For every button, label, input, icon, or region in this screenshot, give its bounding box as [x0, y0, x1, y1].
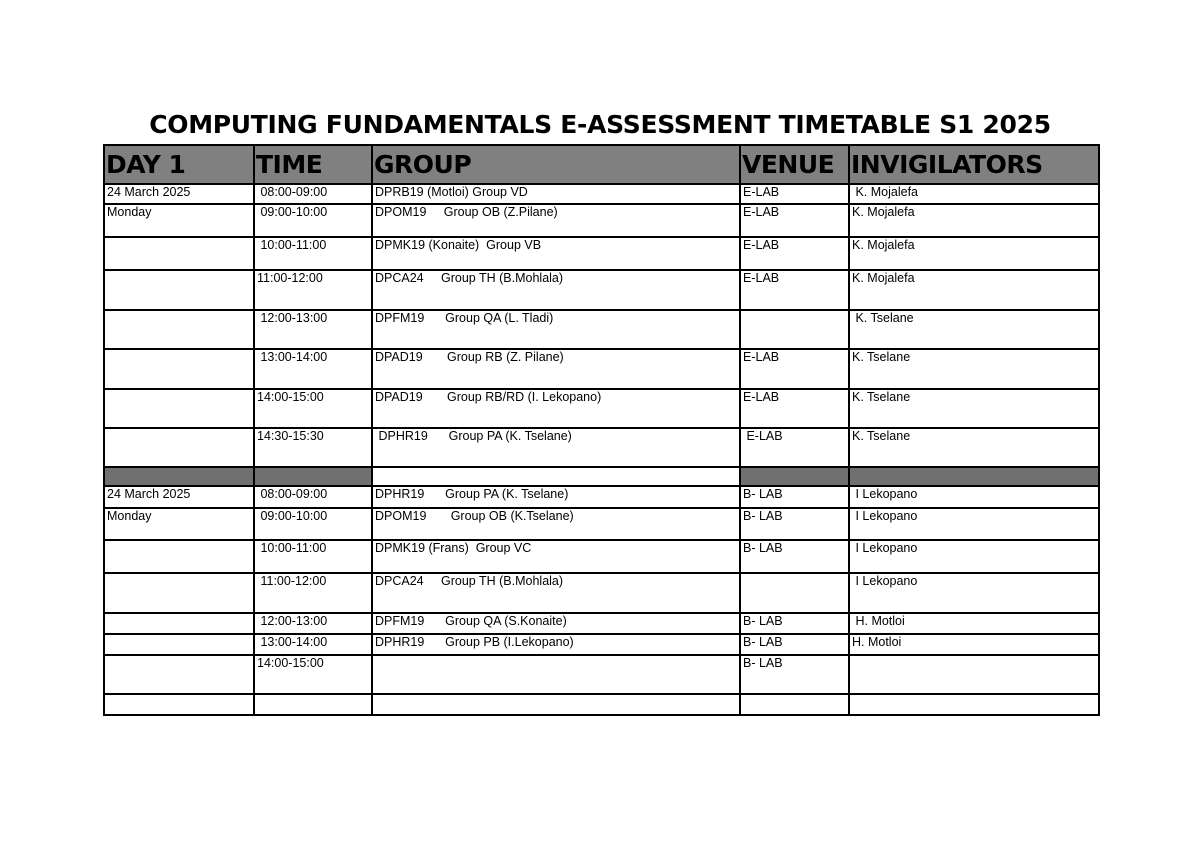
invigilator-cell: I Lekopano [849, 486, 1099, 508]
invigilator-cell: K. Tselane [849, 389, 1099, 428]
time-cell: 14:30-15:30 [254, 428, 372, 467]
venue-cell [740, 310, 849, 349]
invigilator-cell: I Lekopano [849, 508, 1099, 540]
invigilator-cell: K. Mojalefa [849, 204, 1099, 237]
venue-cell: E-LAB [740, 184, 849, 204]
time-cell: 13:00-14:00 [254, 634, 372, 655]
header-day: DAY 1 [104, 145, 254, 184]
time-cell: 11:00-12:00 [254, 573, 372, 613]
invigilator-cell: H. Motloi [849, 613, 1099, 634]
day-cell [104, 694, 254, 715]
group-cell [372, 655, 740, 694]
time-cell: 13:00-14:00 [254, 349, 372, 389]
group-cell: DPAD19 Group RB (Z. Pilane) [372, 349, 740, 389]
invigilator-cell: H. Motloi [849, 634, 1099, 655]
separator-cell [740, 467, 849, 486]
table-row [104, 634, 1099, 655]
header-row [104, 145, 1099, 184]
timetable [103, 144, 1100, 716]
group-cell: DPOM19 Group OB (K.Tselane) [372, 508, 740, 540]
day-cell [104, 655, 254, 694]
day-cell [104, 237, 254, 270]
group-cell: DPOM19 Group OB (Z.Pilane) [372, 204, 740, 237]
table-row [104, 310, 1099, 349]
table-row [104, 613, 1099, 634]
day-cell [104, 540, 254, 573]
time-cell: 12:00-13:00 [254, 613, 372, 634]
venue-cell: E-LAB [740, 428, 849, 467]
time-cell: 09:00-10:00 [254, 204, 372, 237]
venue-cell [740, 694, 849, 715]
venue-cell: E-LAB [740, 389, 849, 428]
table-row [104, 486, 1099, 508]
venue-cell [740, 573, 849, 613]
table-row [104, 204, 1099, 237]
venue-cell: B- LAB [740, 540, 849, 573]
time-cell: 12:00-13:00 [254, 310, 372, 349]
table-row [104, 389, 1099, 428]
invigilator-cell [849, 655, 1099, 694]
table-row [104, 540, 1099, 573]
day-cell [104, 613, 254, 634]
separator-cell [372, 467, 740, 486]
separator-cell [104, 467, 254, 486]
invigilator-cell: K. Tselane [849, 349, 1099, 389]
table-row [104, 184, 1099, 204]
group-cell: DPCA24 Group TH (B.Mohlala) [372, 270, 740, 310]
separator-cell [254, 467, 372, 486]
group-cell: DPRB19 (Motloi) Group VD [372, 184, 740, 204]
group-cell: DPCA24 Group TH (B.Mohlala) [372, 573, 740, 613]
day-cell: Monday [104, 204, 254, 237]
table-row [104, 694, 1099, 715]
day-cell: 24 March 2025 [104, 184, 254, 204]
group-cell [372, 694, 740, 715]
header-group: GROUP [372, 145, 740, 184]
group-cell: DPHR19 Group PB (I.Lekopano) [372, 634, 740, 655]
time-cell: 09:00-10:00 [254, 508, 372, 540]
table-row [104, 655, 1099, 694]
group-cell: DPHR19 Group PA (K. Tselane) [372, 428, 740, 467]
venue-cell: B- LAB [740, 486, 849, 508]
group-cell: DPMK19 (Frans) Group VC [372, 540, 740, 573]
table-row [104, 508, 1099, 540]
group-cell: DPFM19 Group QA (L. Tladi) [372, 310, 740, 349]
time-cell: 14:00-15:00 [254, 655, 372, 694]
day-cell [104, 270, 254, 310]
group-cell: DPAD19 Group RB/RD (I. Lekopano) [372, 389, 740, 428]
separator-row [104, 467, 1099, 486]
invigilator-cell: I Lekopano [849, 573, 1099, 613]
venue-cell: E-LAB [740, 204, 849, 237]
table-row [104, 573, 1099, 613]
day-cell [104, 310, 254, 349]
invigilator-cell [849, 694, 1099, 715]
invigilator-cell: K. Mojalefa [849, 270, 1099, 310]
time-cell: 08:00-09:00 [254, 184, 372, 204]
time-cell: 11:00-12:00 [254, 270, 372, 310]
header-invigilators: INVIGILATORS [849, 145, 1099, 184]
day-cell: 24 March 2025 [104, 486, 254, 508]
group-cell: DPMK19 (Konaite) Group VB [372, 237, 740, 270]
venue-cell: E-LAB [740, 349, 849, 389]
group-cell: DPHR19 Group PA (K. Tselane) [372, 486, 740, 508]
time-cell: 08:00-09:00 [254, 486, 372, 508]
invigilator-cell: K. Tselane [849, 428, 1099, 467]
venue-cell: B- LAB [740, 655, 849, 694]
invigilator-cell: K. Mojalefa [849, 237, 1099, 270]
venue-cell: B- LAB [740, 613, 849, 634]
time-cell [254, 694, 372, 715]
day-cell [104, 573, 254, 613]
page-title: COMPUTING FUNDAMENTALS E-ASSESSMENT TIMETABLE S1 2025 [149, 110, 1051, 139]
table-row [104, 237, 1099, 270]
day-cell [104, 428, 254, 467]
venue-cell: B- LAB [740, 634, 849, 655]
time-cell: 10:00-11:00 [254, 540, 372, 573]
separator-cell [849, 467, 1099, 486]
table-row [104, 428, 1099, 467]
day-cell [104, 349, 254, 389]
header-time: TIME [254, 145, 372, 184]
time-cell: 14:00-15:00 [254, 389, 372, 428]
time-cell: 10:00-11:00 [254, 237, 372, 270]
invigilator-cell: K. Tselane [849, 310, 1099, 349]
day-cell [104, 634, 254, 655]
day-cell: Monday [104, 508, 254, 540]
venue-cell: E-LAB [740, 237, 849, 270]
group-cell: DPFM19 Group QA (S.Konaite) [372, 613, 740, 634]
day-cell [104, 389, 254, 428]
venue-cell: E-LAB [740, 270, 849, 310]
table-row [104, 270, 1099, 310]
invigilator-cell: K. Mojalefa [849, 184, 1099, 204]
header-venue: VENUE [740, 145, 849, 184]
venue-cell: B- LAB [740, 508, 849, 540]
table-row [104, 349, 1099, 389]
invigilator-cell: I Lekopano [849, 540, 1099, 573]
